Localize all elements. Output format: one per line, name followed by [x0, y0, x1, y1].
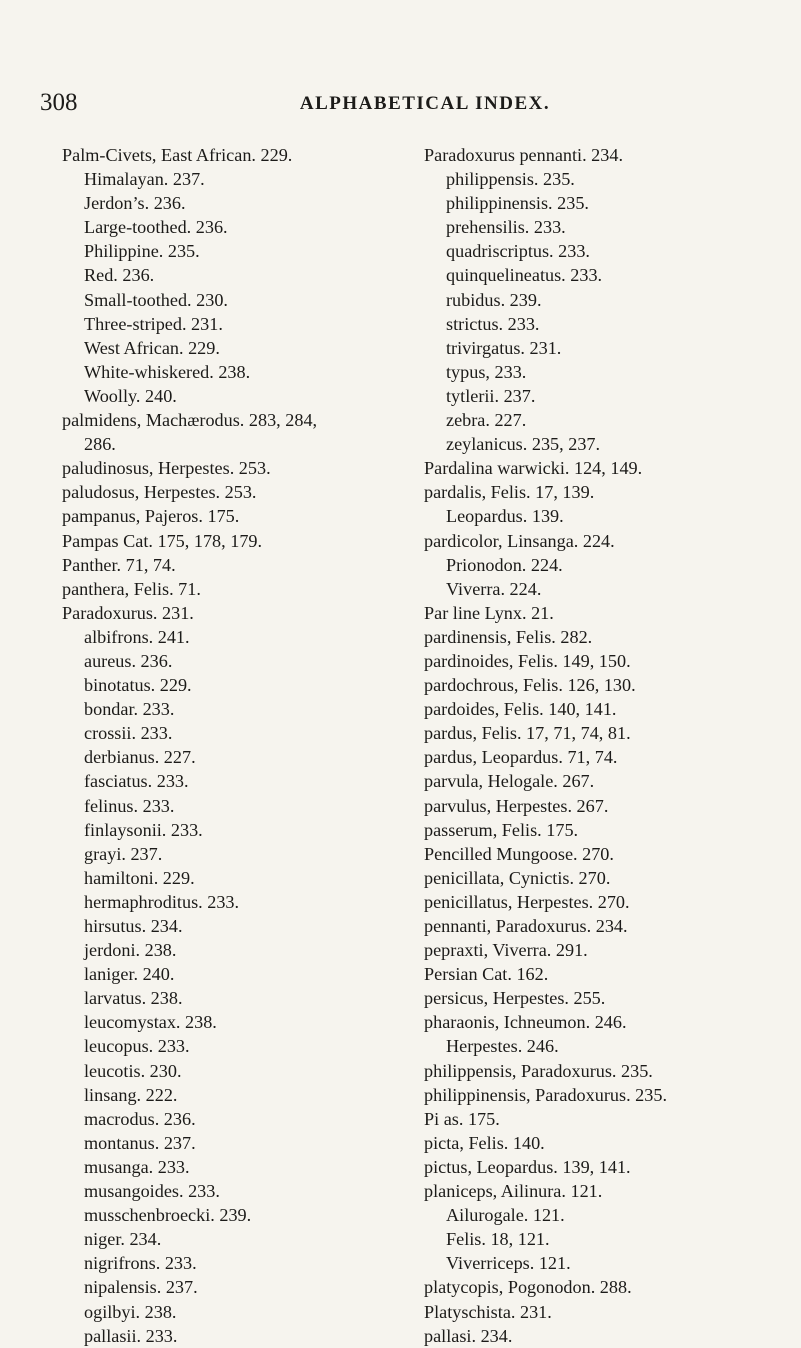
- index-entry: Pencilled Mungoose. 270.: [424, 843, 614, 864]
- index-entry: trivirgatus. 231.: [446, 337, 562, 358]
- index-entry: typus, 233.: [446, 361, 527, 382]
- index-entry: planiceps, Ailinura. 121.: [424, 1181, 603, 1202]
- index-entry: leucopus. 233.: [84, 1036, 190, 1057]
- index-entry: pardinensis, Felis. 282.: [424, 626, 593, 647]
- index-entry: pardochrous, Felis. 126, 130.: [424, 675, 636, 696]
- page-header: [40, 88, 770, 118]
- index-entry: Herpestes. 246.: [446, 1036, 559, 1057]
- index-entry: pardinoides, Felis. 149, 150.: [424, 650, 631, 671]
- index-entry: Himalayan. 237.: [84, 169, 205, 190]
- index-entry: aureus. 236.: [84, 650, 173, 671]
- index-entry: Pi as. 175.: [424, 1108, 500, 1129]
- index-entry: Pampas Cat. 175, 178, 179.: [62, 530, 263, 551]
- index-entry: fasciatus. 233.: [84, 771, 189, 792]
- index-entry: musanga. 233.: [84, 1156, 190, 1177]
- index-entry: paludinosus, Herpestes. 253.: [62, 458, 271, 479]
- index-entry: hirsutus. 234.: [84, 916, 183, 936]
- index-entry: parvulus, Herpestes. 267.: [424, 795, 609, 816]
- index-entry: pardoides, Felis. 140, 141.: [424, 699, 617, 720]
- index-entry: Par line Lynx. 21.: [424, 602, 554, 623]
- index-entry: Prionodon. 224.: [446, 554, 563, 575]
- index-column-left: [62, 143, 422, 1348]
- index-entry: niger. 234.: [84, 1229, 162, 1250]
- index-entry: leucomystax. 238.: [84, 1012, 217, 1033]
- index-entry: Paradoxurus pennanti. 234.: [424, 145, 624, 165]
- index-entry: jerdoni. 238.: [84, 940, 177, 961]
- index-entry: pardus, Leopardus. 71, 74.: [424, 747, 618, 768]
- index-entry: pictus, Leopardus. 139, 141.: [424, 1156, 631, 1177]
- index-entry: penicillatus, Herpestes. 270.: [424, 891, 630, 912]
- index-entry: hermaphroditus. 233.: [84, 891, 240, 912]
- index-entry: derbianus. 227.: [84, 747, 196, 768]
- index-entry: passerum, Felis. 175.: [424, 819, 579, 840]
- index-entry: White-whiskered. 238.: [84, 361, 251, 382]
- index-entry: pennanti, Paradoxurus. 234.: [424, 916, 628, 936]
- index-entry: binotatus. 229.: [84, 675, 192, 696]
- index-entry: hamiltoni. 229.: [84, 867, 195, 888]
- index-entry: pardus, Felis. 17, 71, 74, 81.: [424, 723, 631, 744]
- index-entry: Three-striped. 231.: [84, 313, 223, 334]
- index-entry: pharaonis, Ichneumon. 246.: [424, 1012, 627, 1033]
- index-entry: pampanus, Pajeros. 175.: [62, 506, 240, 527]
- index-entry: Philippine. 235.: [84, 241, 200, 262]
- index-entry: palmidens, Machærodus. 283, 284,: [62, 410, 318, 431]
- index-entry: Jerdon’s. 236.: [84, 193, 186, 214]
- index-entry: musschenbroecki. 239.: [84, 1205, 252, 1226]
- index-entry: Felis. 18, 121.: [446, 1229, 550, 1250]
- index-column-right: [424, 143, 784, 1348]
- index-entry: musangoides. 233.: [84, 1181, 220, 1202]
- index-entry: macrodus. 236.: [84, 1108, 196, 1129]
- index-entry: paludosus, Herpestes. 253.: [62, 482, 257, 503]
- index-entry: Platyschista. 231.: [424, 1301, 552, 1322]
- index-entry: quinquelineatus. 233.: [446, 265, 603, 286]
- index-entry: pardalis, Felis. 17, 139.: [424, 482, 595, 503]
- index-entry: laniger. 240.: [84, 964, 175, 985]
- index-entry: penicillata, Cynictis. 270.: [424, 867, 611, 888]
- index-entry: platycopis, Pogonodon. 288.: [424, 1277, 632, 1298]
- index-entry: albifrons. 241.: [84, 626, 190, 647]
- index-entry: crossii. 233.: [84, 723, 173, 744]
- index-entry: picta, Felis. 140.: [424, 1132, 545, 1153]
- index-entry: felinus. 233.: [84, 795, 175, 816]
- index-entry: bondar. 233.: [84, 699, 175, 720]
- index-entry: pallasi. 234.: [424, 1325, 513, 1346]
- index-entry: philippinensis. 235.: [446, 193, 589, 214]
- index-entry: nipalensis. 237.: [84, 1277, 198, 1298]
- page-number: 308: [40, 89, 78, 116]
- index-entry: prehensilis. 233.: [446, 217, 566, 238]
- index-entry: pardicolor, Linsanga. 224.: [424, 530, 615, 551]
- index-entry: Large-toothed. 236.: [84, 217, 228, 238]
- index-entry: philippensis, Paradoxurus. 235.: [424, 1060, 653, 1081]
- index-entry: nigrifrons. 233.: [84, 1253, 197, 1274]
- running-head: ALPHABETICAL INDEX.: [299, 93, 551, 114]
- index-entry: philippensis. 235.: [446, 169, 575, 190]
- index-entry: Red. 236.: [84, 265, 155, 286]
- index-entry: panthera, Felis. 71.: [62, 578, 201, 599]
- index-entry: Palm-Civets, East African. 229.: [62, 145, 293, 165]
- index-entry: parvula, Helogale. 267.: [424, 771, 595, 792]
- index-entry: pepraxti, Viverra. 291.: [424, 940, 588, 961]
- index-entry: grayi. 237.: [84, 843, 163, 864]
- index-entry: West African. 229.: [84, 337, 220, 358]
- index-entry: 286.: [84, 434, 116, 455]
- index-entry: Small-toothed. 230.: [84, 289, 228, 310]
- index-entry: leucotis. 230.: [84, 1060, 182, 1081]
- index-entry: Persian Cat. 162.: [424, 964, 549, 985]
- index-entry: ogilbyi. 238.: [84, 1301, 177, 1322]
- index-entry: montanus. 237.: [84, 1132, 196, 1153]
- index-entry: Ailurogale. 121.: [446, 1205, 565, 1226]
- index-entry: tytlerii. 237.: [446, 385, 536, 406]
- index-entry: pallasii. 233.: [84, 1325, 178, 1346]
- index-entry: larvatus. 238.: [84, 988, 183, 1009]
- index-entry: strictus. 233.: [446, 313, 540, 334]
- index-entry: Pardalina warwicki. 124, 149.: [424, 458, 643, 479]
- index-entry: Woolly. 240.: [84, 385, 177, 406]
- index-entry: linsang. 222.: [84, 1084, 178, 1105]
- index-entry: philippinensis, Paradoxurus. 235.: [424, 1084, 667, 1105]
- index-entry: Viverra. 224.: [446, 578, 542, 599]
- index-entry: zeylanicus. 235, 237.: [446, 434, 601, 455]
- index-entry: rubidus. 239.: [446, 289, 542, 310]
- index-entry: Paradoxurus. 231.: [62, 602, 194, 623]
- index-entry: finlaysonii. 233.: [84, 819, 203, 840]
- index-entry: Leopardus. 139.: [446, 506, 564, 527]
- index-entry: Viverriceps. 121.: [446, 1253, 571, 1274]
- index-entry: quadriscriptus. 233.: [446, 241, 590, 262]
- index-entry: zebra. 227.: [446, 410, 527, 431]
- index-entry: Panther. 71, 74.: [62, 554, 176, 575]
- index-entry: persicus, Herpestes. 255.: [424, 988, 606, 1009]
